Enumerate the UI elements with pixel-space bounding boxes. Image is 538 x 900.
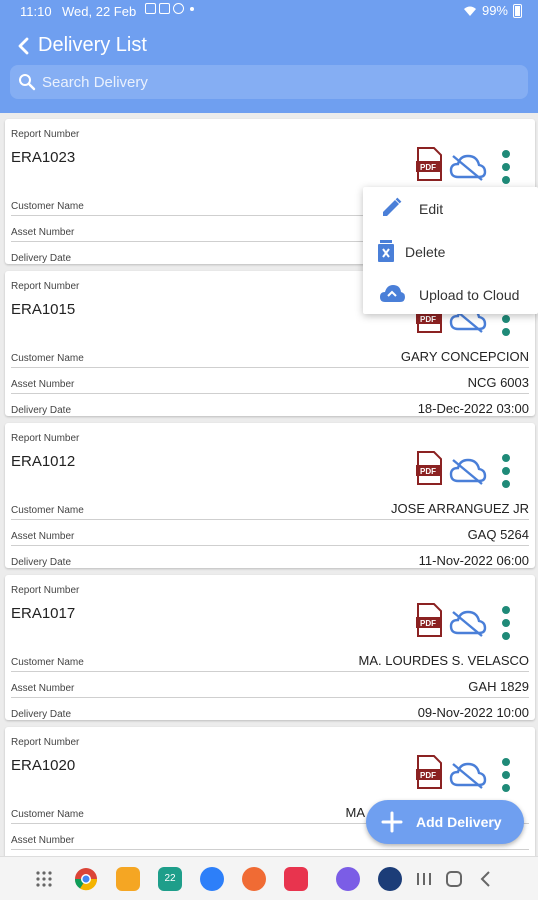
- customer-name-label: Customer Name: [11, 353, 84, 364]
- menu-label-edit: Edit: [419, 201, 444, 217]
- card-options-menu: [363, 187, 538, 314]
- date-row: [11, 701, 529, 724]
- report-number-label: Report Number: [11, 129, 80, 140]
- delivery-card[interactable]: [5, 575, 535, 720]
- customer-row: [11, 497, 529, 520]
- menu-item-edit[interactable]: [363, 187, 538, 229]
- delivery-date-value: 09-Nov-2022 10:00: [417, 705, 529, 720]
- app-bar: [0, 0, 538, 113]
- report-number-label: Report Number: [11, 585, 80, 596]
- wifi-icon: [463, 5, 477, 17]
- taskbar: [0, 856, 538, 900]
- report-number: ERA1015: [11, 301, 76, 318]
- customer-name-value: MA: [345, 805, 365, 820]
- battery-percent: 99%: [481, 3, 508, 18]
- pdf-icon[interactable]: [415, 147, 443, 181]
- asset-number-label: Asset Number: [11, 227, 75, 238]
- report-number-label: Report Number: [11, 281, 80, 292]
- pdf-icon[interactable]: [415, 451, 443, 485]
- status-time: 11:10: [20, 4, 52, 19]
- svg-text:PDF: PDF: [420, 771, 436, 780]
- menu-label-delete: Delete: [405, 244, 446, 260]
- customer-row: [11, 649, 529, 672]
- sync-icon: [173, 3, 184, 14]
- customer-name-value: MA. LOURDES S. VELASCO: [358, 653, 529, 668]
- asset-number-value: GAQ 5264: [467, 527, 529, 542]
- svg-text:PDF: PDF: [420, 467, 436, 476]
- report-number: ERA1023: [11, 149, 76, 166]
- more-vert-icon[interactable]: [497, 149, 515, 185]
- customer-name-value: JOSE ARRANGUEZ JR: [391, 501, 529, 516]
- delete-icon: [375, 239, 401, 263]
- customer-name-label: Customer Name: [11, 657, 84, 668]
- menu-item-delete[interactable]: [363, 230, 538, 272]
- cloud-off-icon[interactable]: [449, 457, 487, 485]
- delivery-date-label: Delivery Date: [11, 253, 72, 264]
- internet-icon[interactable]: [336, 867, 360, 891]
- asset-number-label: Asset Number: [11, 379, 75, 390]
- page-title: Delivery List: [38, 34, 147, 56]
- cloud-off-icon[interactable]: [449, 153, 487, 181]
- pdf-icon[interactable]: [415, 603, 443, 637]
- customer-name-value: GARY CONCEPCION: [400, 349, 529, 364]
- delivery-date-label: Delivery Date: [11, 557, 72, 568]
- add-delivery-label: Add Delivery: [416, 814, 502, 830]
- report-number: ERA1020: [11, 757, 76, 774]
- app-icon[interactable]: [378, 867, 402, 891]
- more-vert-icon[interactable]: [497, 605, 515, 641]
- apps-grid-icon[interactable]: [32, 867, 56, 891]
- more-notifications-icon: [190, 7, 194, 11]
- files-icon[interactable]: [116, 867, 140, 891]
- asset-row: [11, 675, 529, 698]
- report-number-label: Report Number: [11, 737, 80, 748]
- home-icon[interactable]: [442, 867, 466, 891]
- pencil-icon: [379, 196, 405, 220]
- svg-text:PDF: PDF: [420, 619, 436, 628]
- search-bar[interactable]: [10, 65, 528, 99]
- svg-text:PDF: PDF: [420, 315, 436, 324]
- delivery-card[interactable]: [5, 423, 535, 568]
- asset-number-label: Asset Number: [11, 531, 75, 542]
- calendar-icon[interactable]: 22: [158, 867, 182, 891]
- customer-name-label: Customer Name: [11, 201, 84, 212]
- delivery-date-value: 11-Nov-2022 06:00: [418, 553, 529, 568]
- menu-item-upload[interactable]: [363, 273, 538, 315]
- more-vert-icon[interactable]: [497, 757, 515, 793]
- report-number: ERA1012: [11, 453, 76, 470]
- delivery-date-label: Delivery Date: [11, 709, 72, 720]
- cloud-upload-icon: [379, 282, 405, 306]
- contacts-icon[interactable]: [242, 867, 266, 891]
- customer-name-label: Customer Name: [11, 809, 84, 820]
- date-row: [11, 549, 529, 572]
- battery-icon: [513, 4, 522, 18]
- back-icon[interactable]: [474, 867, 498, 891]
- report-number-label: Report Number: [11, 433, 80, 444]
- customer-name-label: Customer Name: [11, 505, 84, 516]
- customer-row: [11, 345, 529, 368]
- back-arrow-icon[interactable]: [14, 34, 34, 58]
- asset-number-label: Asset Number: [11, 683, 75, 694]
- delivery-date-label: Delivery Date: [11, 405, 72, 416]
- asset-number-label: Asset Number: [11, 835, 75, 846]
- svg-text:PDF: PDF: [420, 163, 436, 172]
- camera-icon[interactable]: [284, 867, 308, 891]
- messages-icon[interactable]: [200, 867, 224, 891]
- cloud-off-icon[interactable]: [449, 609, 487, 637]
- status-bar: [0, 0, 538, 24]
- asset-number-value: NCG 6003: [467, 375, 529, 390]
- more-vert-icon[interactable]: [497, 453, 515, 489]
- asset-row: [11, 523, 529, 546]
- date-row: [11, 397, 529, 420]
- report-number: ERA1017: [11, 605, 76, 622]
- cloud-off-icon[interactable]: [449, 761, 487, 789]
- search-input[interactable]: [42, 65, 512, 99]
- asset-number-value: GAH 1829: [468, 679, 529, 694]
- add-delivery-button[interactable]: [366, 800, 524, 844]
- search-icon: [18, 73, 36, 91]
- gallery-icon: [145, 3, 156, 14]
- plus-icon: [380, 810, 404, 834]
- status-date: Wed, 22 Feb: [62, 4, 137, 19]
- notification-icons: [145, 3, 194, 14]
- menu-label-upload: Upload to Cloud: [419, 287, 520, 303]
- delivery-date-value: 18-Dec-2022 03:00: [417, 401, 529, 416]
- pdf-icon[interactable]: [415, 755, 443, 789]
- recents-icon[interactable]: [412, 867, 436, 891]
- asset-row: [11, 371, 529, 394]
- chrome-icon[interactable]: [74, 867, 98, 891]
- mail-icon: [159, 3, 170, 14]
